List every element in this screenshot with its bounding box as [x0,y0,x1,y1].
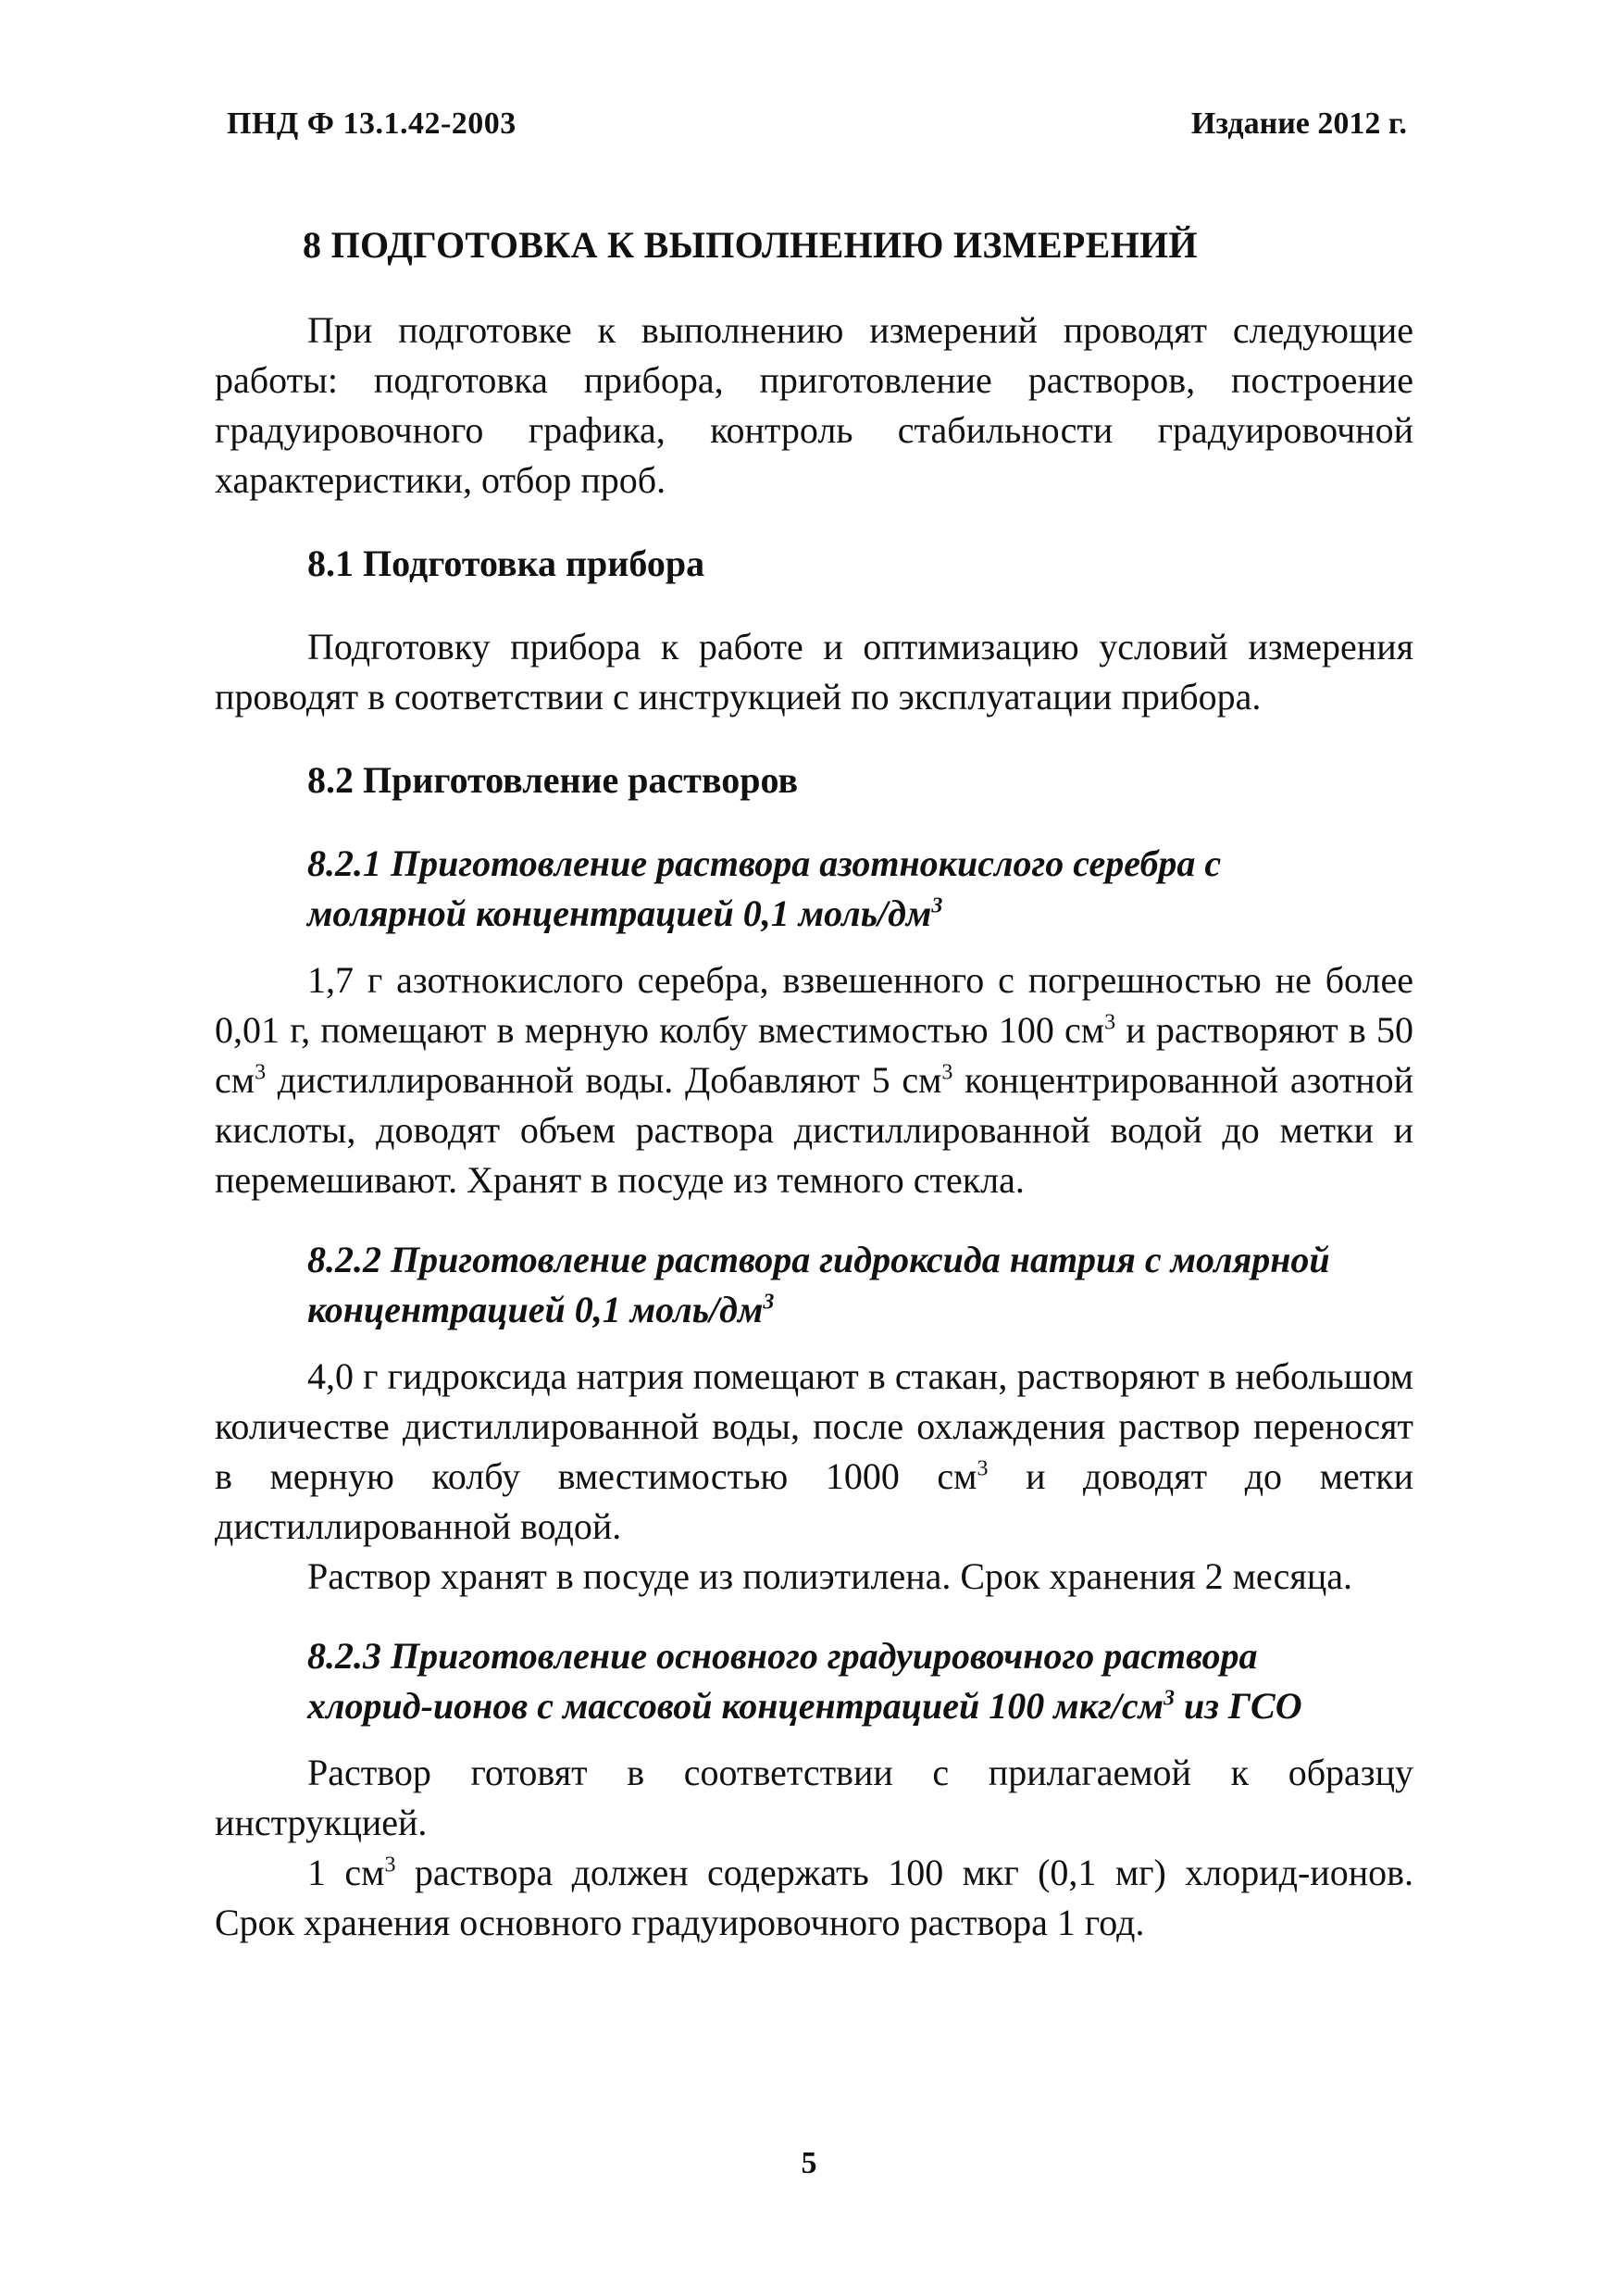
superscript: 3 [931,893,943,918]
subsection-8-2-3-title [215,1631,1413,1731]
text-fragment: 1 см [307,1852,385,1893]
page-content [215,220,1413,1948]
subsection-8-2-1-title-line1: 8.2.1 Приготовление раствора азотнокислого серебра с [307,842,1222,884]
text-fragment: 4,0 г гидроксида натрия помещают в стакан, растворяют в небольшом количестве дистиллированной воды, после охлаждения раствор переносят в мерную колбу вместимостью 1000 см [215,1355,1413,1497]
superscript: 3 [384,1853,396,1878]
section-intro-paragraph: При подготовке к выполнению измерений проводят следующие работы: подготовка прибора, приготовление растворов, построение градуировочного графика, контроль стабильности градуировочной характеристики, отбор проб. [215,309,1413,501]
subsection-8-2-1-title [215,839,1413,939]
subsection-8-2-3-title-line1: 8.2.3 Приготовление основного градуировочного раствора [307,1635,1258,1677]
subsection-8-2-3-title-line2-end: из ГСО [1175,1685,1302,1727]
subsection-8-2-3-paragraph: Раствор готовят в соответствии с прилагаемой к образцу инструкцией. [215,1752,1413,1843]
edition-label: Издание 2012 г. [1190,106,1407,141]
superscript: 3 [763,1290,775,1315]
document-code: ПНД Ф 13.1.42-2003 [227,106,517,141]
subsection-8-2-2-title-line2: концентрацией 0,1 моль/дм [307,1289,764,1330]
text-fragment: 1,7 г азотнокислого серебра, взвешенного с погрешностью не более 0,01 г, помещают в мерную колбу вместимостью 100 см [215,959,1413,1051]
superscript: 3 [941,1060,953,1085]
subsection-8-2-1-title-line2: молярной концентрацией 0,1 моль/дм [307,892,932,934]
section-title: 8 ПОДГОТОВКА К ВЫПОЛНЕНИЮ ИЗМЕРЕНИЙ [303,224,1198,266]
subsection-8-2-title: 8.2 Приготовление растворов [307,759,799,801]
text-fragment: дистиллированной воды. Добавляют 5 см [266,1059,942,1101]
superscript: 3 [1164,1686,1175,1711]
text-fragment: и доводят до метки дистиллированной водой. [215,1455,1414,1547]
subsection-8-2-3-title-line2: хлорид-ионов с массовой концентрацией 100 мкг/см [307,1685,1164,1727]
text-fragment: раствора должен содержать 100 мкг (0,1 мг) хлорид-ионов. Срок хранения основного градуировочного раствора 1 год. [215,1852,1413,1943]
subsection-8-1-title: 8.1 Подготовка прибора [307,543,705,584]
subsection-8-2-3-content-paragraph [215,1848,1413,1948]
page-number: 5 [801,2146,817,2180]
text-fragment: и растворяют в 50 см [215,1009,1413,1101]
subsection-8-1-paragraph: Подготовку прибора к работе и оптимизацию условий измерения проводят в соответствии с инструкцией по эксплуатации прибора. [215,626,1413,718]
text-fragment: концентрированной азотной кислоты, доводят объем раствора дистиллированной водой до метки и перемешивают. Хранят в посуде из темного стекла. [215,1059,1413,1201]
subsection-8-2-2-title-line1: 8.2.2 Приготовление раствора гидроксида натрия с молярной [307,1239,1330,1280]
superscript: 3 [1104,1010,1116,1035]
superscript: 3 [977,1456,989,1481]
subsection-8-2-2-paragraph [215,1352,1413,1552]
subsection-8-2-2-title [215,1235,1413,1335]
subsection-8-2-2-storage: Раствор хранят в посуде из полиэтилена. Срок хранения 2 месяца. [307,1555,1352,1597]
subsection-8-2-1-paragraph [215,955,1413,1205]
superscript: 3 [255,1060,267,1085]
